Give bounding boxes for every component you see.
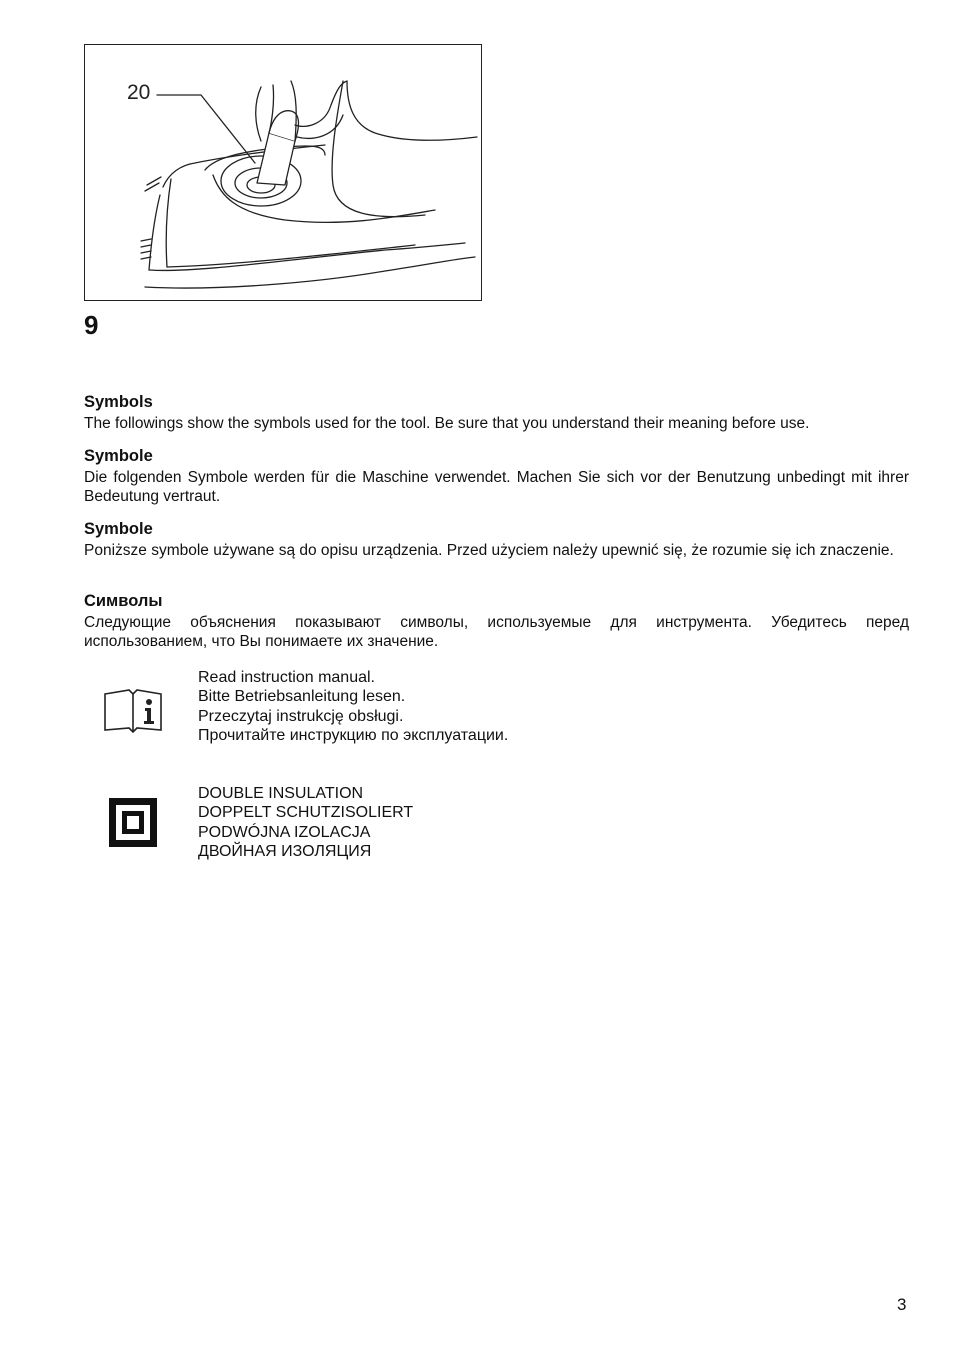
read-manual-icon [103,688,163,739]
read-manual-description [198,668,508,745]
section-text: The followings show the symbols used for the tool. Be sure that you understand their meaning before use. [84,415,810,432]
symbol-line: Przeczytaj instrukcję obsługi. [198,707,404,725]
figure-9-illustration [84,44,482,301]
section-text: Следующие объяснения показывают символы, используемые для инструмента. Убедитесь перед использованием, что Вы понимаете их значение. [84,614,909,650]
page-number: 3 [897,1295,907,1314]
section-heading: Символы [84,592,163,610]
symbol-line: ДВОЙНАЯ ИЗОЛЯЦИЯ [198,842,372,860]
symbol-line: PODWÓJNA IZOLACJA [198,823,371,841]
section-symbols-ru [84,591,909,651]
section-symbols-de [84,446,909,506]
double-insulation-description [198,784,413,861]
symbol-line: DOUBLE INSULATION [198,785,364,802]
section-text: Die folgenden Symbole werden für die Maschine verwendet. Machen Sie sich vor der Benutzung unbedingt mit ihrer Bedeutung vertraut. [84,469,909,505]
symbol-line: Bitte Betriebsanleitung lesen. [198,688,406,706]
section-heading: Symbols [84,393,153,411]
figure-number: 9 [84,310,99,340]
section-symbols-pl [84,519,909,560]
section-heading: Symbole [84,520,153,538]
symbol-line: Прочитайте инструкцию по эксплуатации. [198,726,509,744]
symbol-line: Read instruction manual. [198,669,375,686]
symbol-line: DOPPELT SCHUTZISOLIERT [198,804,414,822]
section-symbols-en [84,392,909,433]
section-heading: Symbole [84,447,153,465]
double-insulation-icon [109,798,157,852]
section-text: Poniższe symbole używane są do opisu urządzenia. Przed użyciem należy upewnić się, że rozumie się ich znaczenie. [84,542,894,559]
callout-label-20: 20 [127,81,151,104]
